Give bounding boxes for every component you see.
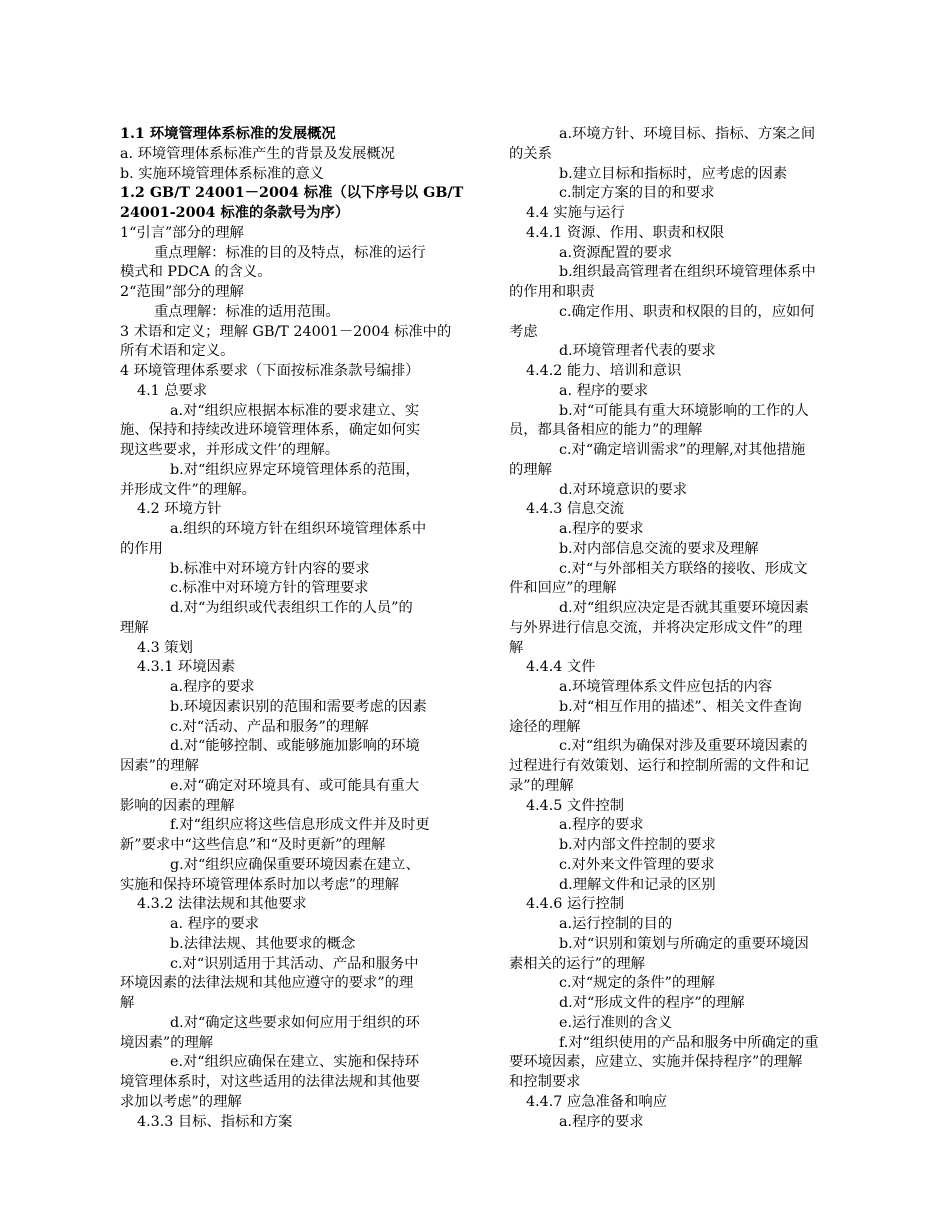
text-line: a. 环境管理体系标准产生的背景及发展概况 xyxy=(120,145,395,162)
text-line: 现这些要求，并形成文件’的理解。 xyxy=(120,442,339,458)
text-line: 的理解 xyxy=(509,461,552,478)
text-line: f.对“组织应将这些信息形成文件并及时更 xyxy=(170,817,430,834)
text-line: 境管理体系时，对这些适用的法律法规和其他要 xyxy=(120,1074,421,1090)
text-line: 1“引言”部分的理解 xyxy=(120,224,244,241)
right-column xyxy=(509,125,861,1132)
text-line: 4.4 实施与运行 xyxy=(526,205,625,221)
text-line: 4.3.3 目标、指标和方案 xyxy=(137,1113,293,1130)
text-line: 4.4.6 运行控制 xyxy=(526,896,625,913)
text-line: 解 xyxy=(120,995,135,1011)
text-line: 所有术语和定义。 xyxy=(120,343,235,360)
text-line: a.环境方针、环境目标、指标、方案之间 xyxy=(559,126,816,142)
text-line: d.理解文件和记录的区别 xyxy=(559,876,716,893)
text-line: 录”的理解 xyxy=(509,777,574,794)
text-line: 与外界进行信息交流，并将决定形成文件”的理 xyxy=(509,619,803,636)
text-line: 的关系 xyxy=(509,145,552,162)
text-line: 施、保持和持续改进环境管理体系，确定如何实 xyxy=(120,422,421,439)
text-line: 模式和 PDCA 的含义。 xyxy=(120,264,272,281)
text-line: d.对“为组织或代表组织工作的人员”的 xyxy=(170,600,413,616)
text-line: 4.3.1 环境因素 xyxy=(137,659,236,676)
text-line: 3 术语和定义；理解 GB/T 24001－2004 标准中的 xyxy=(120,323,452,340)
text-line: 4.4.4 文件 xyxy=(526,659,596,676)
text-line: 4.4.5 文件控制 xyxy=(526,797,625,814)
text-line: 环境因素的法律法规和其他应遵守的要求”的理 xyxy=(120,975,414,992)
text-line: 素相关的运行”的理解 xyxy=(509,955,645,972)
text-line: a.对“组织应根据本标准的要求建立、实 xyxy=(170,402,420,419)
text-line: b.对内部文件控制的要求 xyxy=(559,837,716,853)
text-line: a.环境管理体系文件应包括的内容 xyxy=(559,679,773,695)
text-line: 新”要求中“这些信息”和“及时更新”的理解 xyxy=(120,837,386,853)
text-line: 要环境因素，应建立、实施并保持程序”的理解 xyxy=(509,1054,803,1071)
text-line: 4.4.1 资源、作用、职责和权限 xyxy=(526,224,725,241)
text-line: 4.4.3 信息交流 xyxy=(526,501,625,518)
text-line: 实施和保持环境管理体系时加以考虑”的理解 xyxy=(120,876,399,893)
text-line: a. 程序的要求 xyxy=(559,382,649,399)
text-line: 4.3.2 法律法规和其他要求 xyxy=(137,896,307,913)
text-line: c.对“组织为确保对涉及重要环境因素的 xyxy=(559,738,808,755)
text-line: 4.3 策划 xyxy=(137,639,193,656)
text-line: 4.1 总要求 xyxy=(137,382,208,399)
text-line: 的作用和职责 xyxy=(509,284,595,300)
text-line: a. 程序的要求 xyxy=(170,916,260,932)
text-line: c.制定方案的目的和要求 xyxy=(559,185,715,202)
text-line: b.建立目标和指标时，应考虑的因素 xyxy=(559,165,788,182)
text-line: a.程序的要求 xyxy=(559,521,644,537)
text-line: b.对内部信息交流的要求及理解 xyxy=(559,540,759,557)
text-line: 过程进行有效策划、运行和控制所需的文件和记 xyxy=(509,758,810,774)
section-heading: 24001-2004 标准的条款号为序） xyxy=(120,205,350,221)
section-heading: 1.2 GB/T 24001－2004 标准（以下序号以 GB/T xyxy=(120,185,464,202)
text-line: c.对“识别适用于其活动、产品和服务中 xyxy=(170,955,419,972)
text-line: e.运行准则的含义 xyxy=(559,1014,673,1031)
text-line: 求加以考虑”的理解 xyxy=(120,1093,242,1110)
text-line: c.对“规定的条件”的理解 xyxy=(559,975,715,992)
text-line: 理解 xyxy=(120,619,149,636)
text-line: d.对“确定这些要求如何应用于组织的环 xyxy=(170,1014,420,1031)
text-line: 员，都具备相应的能力”的理解 xyxy=(509,422,703,439)
left-column xyxy=(120,125,475,1132)
text-line: b.法律法规、其他要求的概念 xyxy=(170,935,356,952)
text-line: d.对“能够控制、或能够施加影响的环境 xyxy=(170,738,420,755)
text-line: e.对“确定对环境具有、或可能具有重大 xyxy=(170,777,420,794)
text-line: c.对外来文件管理的要求 xyxy=(559,856,715,873)
text-line: a.组织的环境方针在组织环境管理体系中 xyxy=(170,521,427,537)
text-line: a.运行控制的目的 xyxy=(559,916,673,932)
text-line: b. 实施环境管理体系标准的意义 xyxy=(120,165,325,182)
text-line: 和控制要求 xyxy=(509,1074,581,1090)
text-line: d.对“形成文件的程序”的理解 xyxy=(559,995,745,1011)
text-line: b.对“可能具有重大环境影响的工作的人 xyxy=(559,402,809,419)
text-line: c.对“活动、产品和服务”的理解 xyxy=(170,718,369,735)
text-line: g.对“组织应确保重要环境因素在建立、 xyxy=(170,856,420,873)
text-line: d.对环境意识的要求 xyxy=(559,481,688,498)
text-line: 4 环境管理体系要求（下面按标准条款号编排） xyxy=(120,363,420,379)
text-line: 影响的因素的理解 xyxy=(120,797,235,814)
text-line: a.程序的要求 xyxy=(170,679,255,695)
text-line: 解 xyxy=(509,639,524,656)
text-line: 4.4.2 能力、培训和意识 xyxy=(526,363,682,379)
text-line: c.确定作用、职责和权限的目的，应如何 xyxy=(559,303,815,320)
text-line: c.标准中对环境方针的管理要求 xyxy=(170,580,369,597)
text-line: a.程序的要求 xyxy=(559,1113,644,1130)
text-line: b.环境因素识别的范围和需要考虑的因素 xyxy=(170,698,427,715)
text-line: e.对“组织应确保在建立、实施和保持环 xyxy=(170,1054,420,1071)
text-line: c.对“与外部相关方联络的接收、形成文 xyxy=(559,560,808,577)
text-line: b.标准中对环境方针内容的要求 xyxy=(170,560,370,577)
text-line: 考虑 xyxy=(509,323,538,340)
text-line: d.对“组织应决定是否就其重要环境因素 xyxy=(559,600,809,616)
text-line: c.对“确定培训需求”的理解,对其他措施 xyxy=(559,442,806,458)
text-line: 重点理解：标准的适用范围。 xyxy=(154,303,340,320)
text-line: 2“范围”部分的理解 xyxy=(120,284,244,300)
text-line: b.对“相互作用的描述”、相关文件查询 xyxy=(559,698,802,715)
text-line: 重点理解：标准的目的及特点，标准的运行 xyxy=(154,244,426,261)
text-line: 4.2 环境方针 xyxy=(137,501,222,518)
text-line: 并形成文件”的理解。 xyxy=(120,481,256,498)
text-line: 途径的理解 xyxy=(509,718,581,735)
text-line: b.对“组织应界定环境管理体系的范围， xyxy=(170,461,420,478)
text-line: a.程序的要求 xyxy=(559,817,644,834)
text-line: d.环境管理者代表的要求 xyxy=(559,343,716,360)
text-line: b.组织最高管理者在组织环境管理体系中 xyxy=(559,264,816,281)
text-line: 境因素”的理解 xyxy=(120,1034,214,1051)
section-heading: 1.1 环境管理体系标准的发展概况 xyxy=(120,126,336,142)
text-line: f.对“组织使用的产品和服务中所确定的重 xyxy=(559,1034,819,1051)
text-line: 因素”的理解 xyxy=(120,758,199,774)
text-line: 4.4.7 应急准备和响应 xyxy=(526,1093,667,1110)
text-line: 的作用 xyxy=(120,540,163,557)
text-line: 件和回应”的理解 xyxy=(509,580,617,597)
text-line: b.对“识别和策划与所确定的重要环境因 xyxy=(559,935,809,952)
text-line: a.资源配置的要求 xyxy=(559,244,673,261)
